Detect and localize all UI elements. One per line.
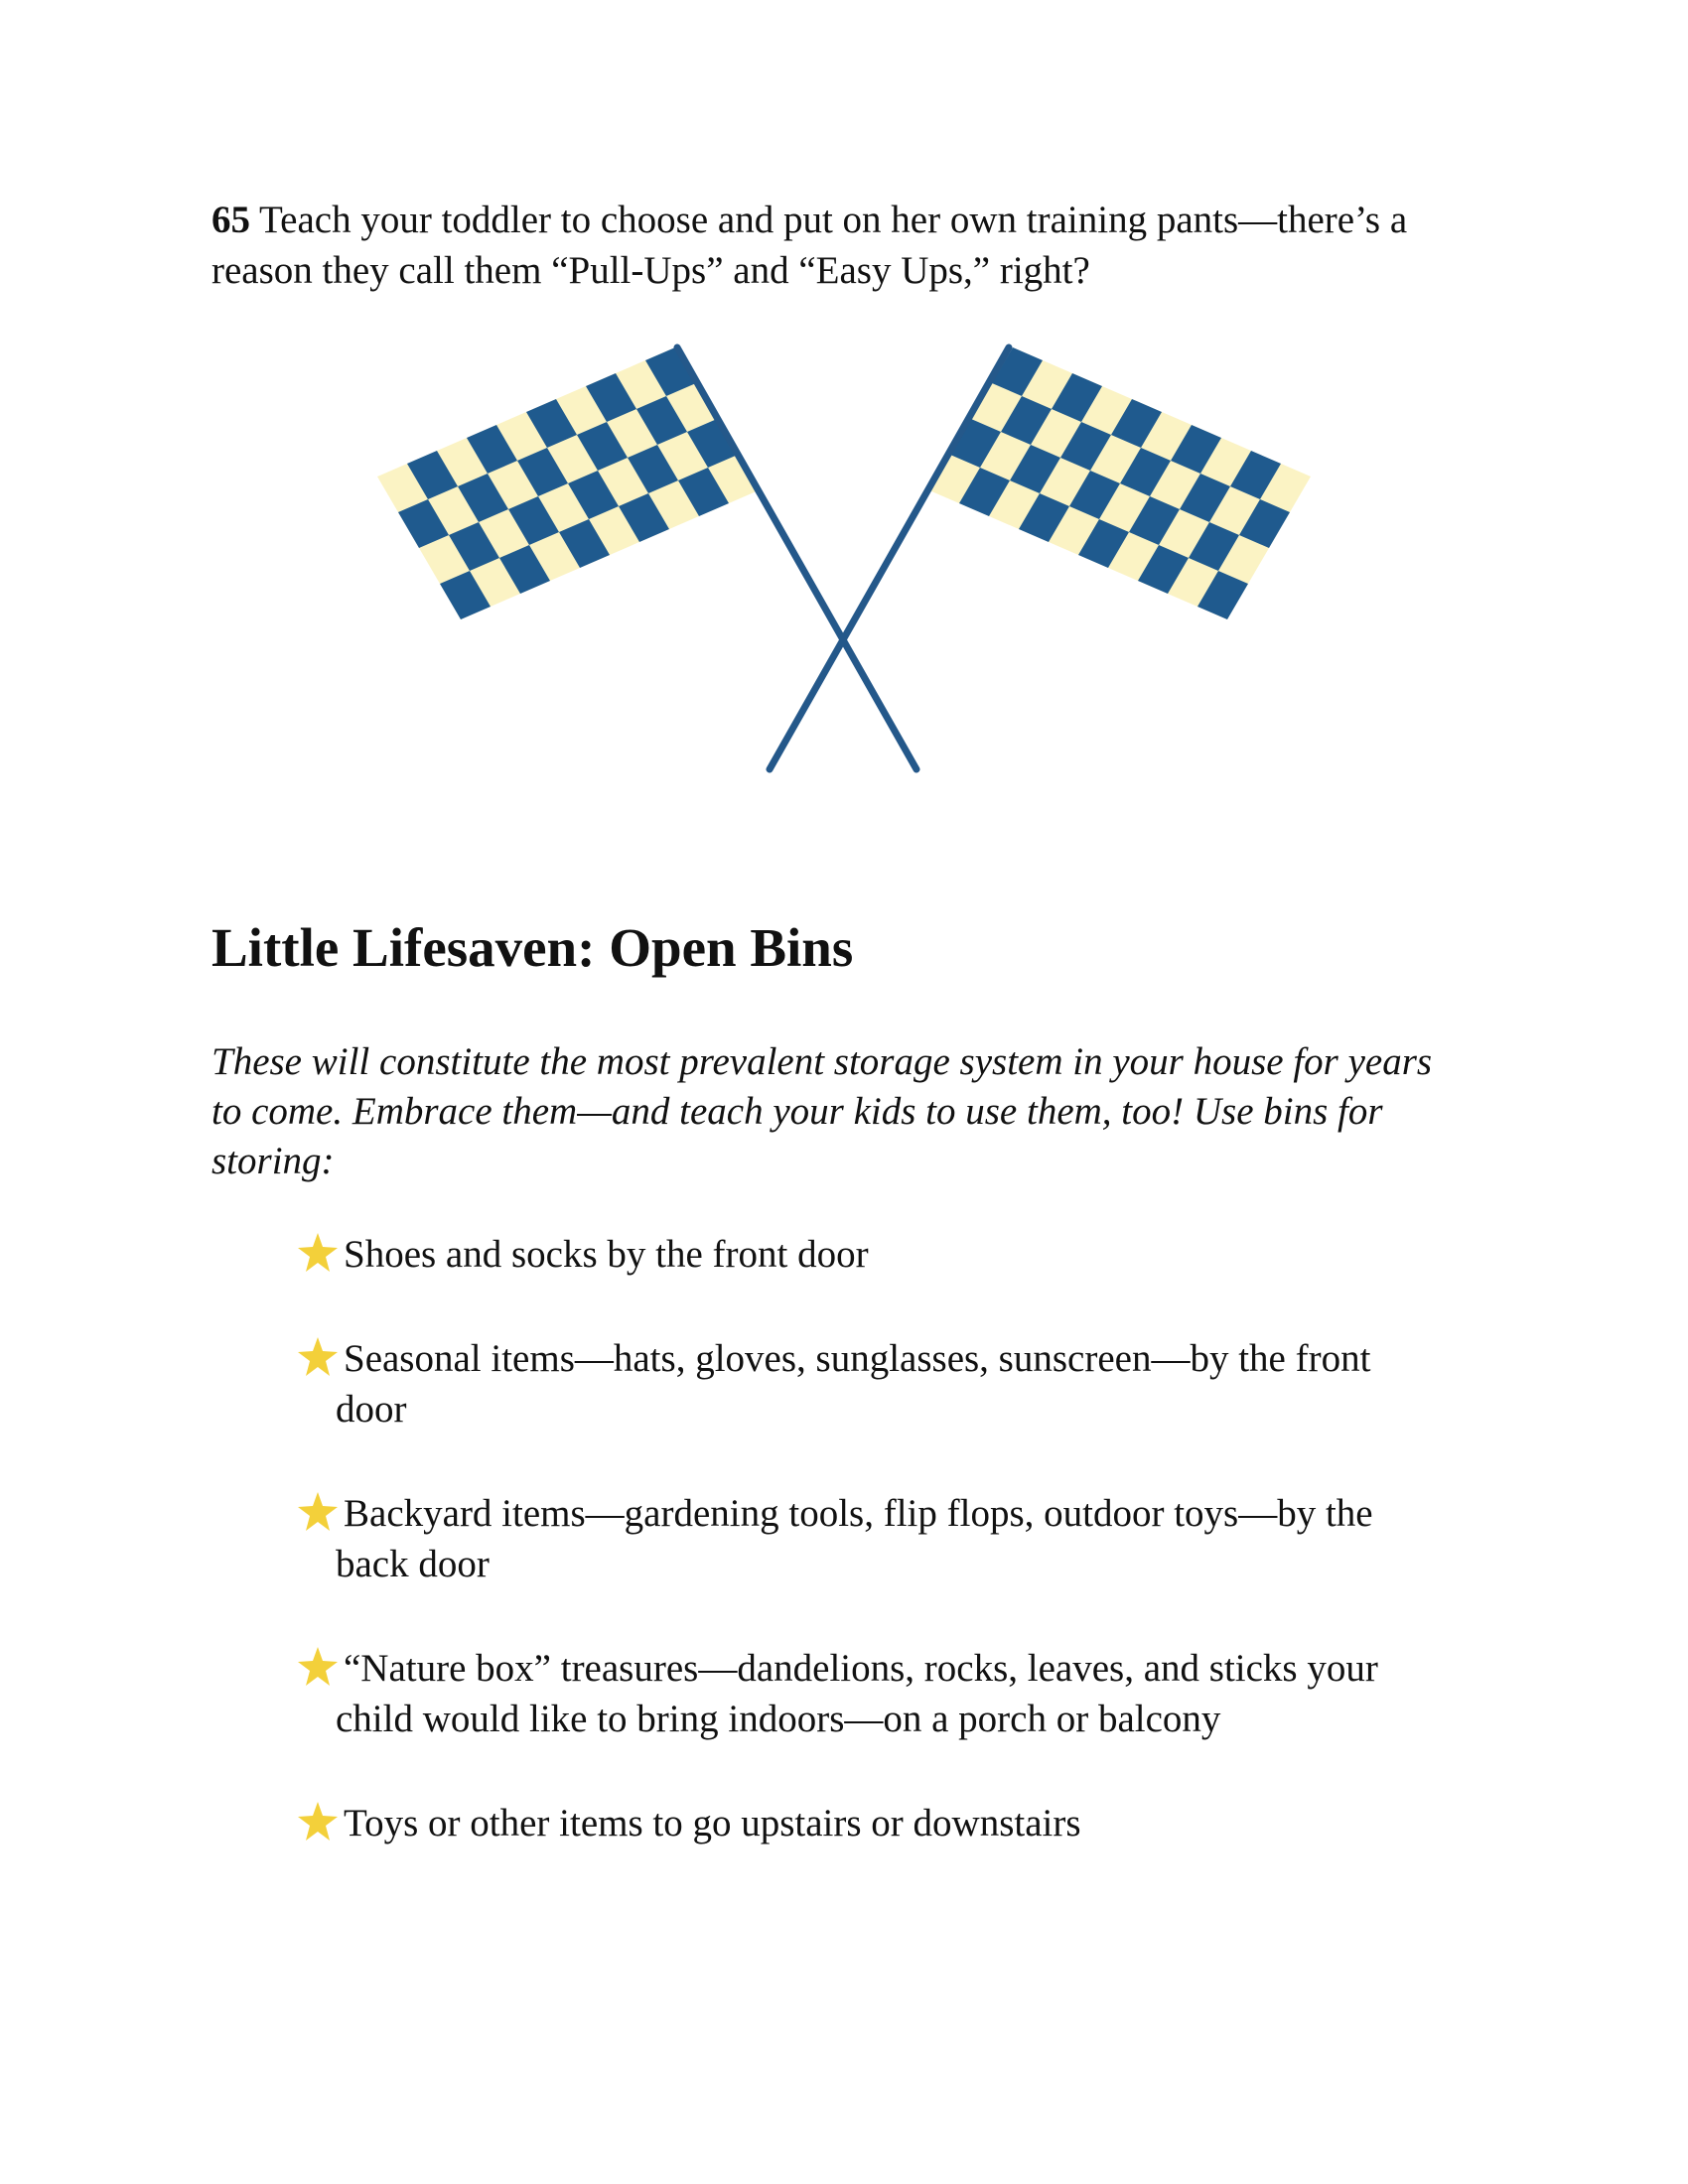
section-intro: These will constitute the most prevalent storage system in your house for years to come. Embrace them—and teach your kids to use them, too! Use bins for storing:	[211, 1040, 1433, 1182]
star-icon	[296, 1645, 340, 1689]
left-flag-pole	[677, 347, 916, 769]
list-item-text: Seasonal items—hats, gloves, sunglasses, sunscreen—by the front door	[336, 1337, 1371, 1431]
list-item	[296, 1643, 1438, 1744]
list-item	[296, 1333, 1438, 1434]
list-item-text: Backyard items—gardening tools, flip flops, outdoor toys—by the back door	[336, 1492, 1373, 1585]
list-item-text: Toys or other items to go upstairs or downstairs	[344, 1802, 1081, 1844]
bin-list	[296, 1229, 1438, 1902]
list-item	[296, 1488, 1438, 1589]
list-item-text: Shoes and socks by the front door	[344, 1233, 869, 1276]
list-item-text: “Nature box” treasures—dandelions, rocks, leaves, and sticks your child would like to bring indoors—on a porch or balcony	[336, 1647, 1378, 1740]
right-flag-pole	[770, 347, 1009, 769]
list-item	[296, 1798, 1438, 1848]
star-icon	[296, 1490, 340, 1534]
star-icon	[296, 1800, 340, 1843]
star-icon	[296, 1335, 340, 1379]
tip-number: 65	[211, 199, 250, 241]
tip-text: Teach your toddler to choose and put on her own training pants—there’s a reason they call them “Pull-Ups” and “Easy Ups,” right?	[211, 199, 1408, 292]
tip-paragraph	[211, 195, 1502, 296]
checkered-flags-icon	[338, 328, 1350, 784]
section-title: Little Lifesaven: Open Bins	[211, 917, 854, 978]
star-icon	[296, 1231, 340, 1275]
list-item	[296, 1229, 1438, 1280]
